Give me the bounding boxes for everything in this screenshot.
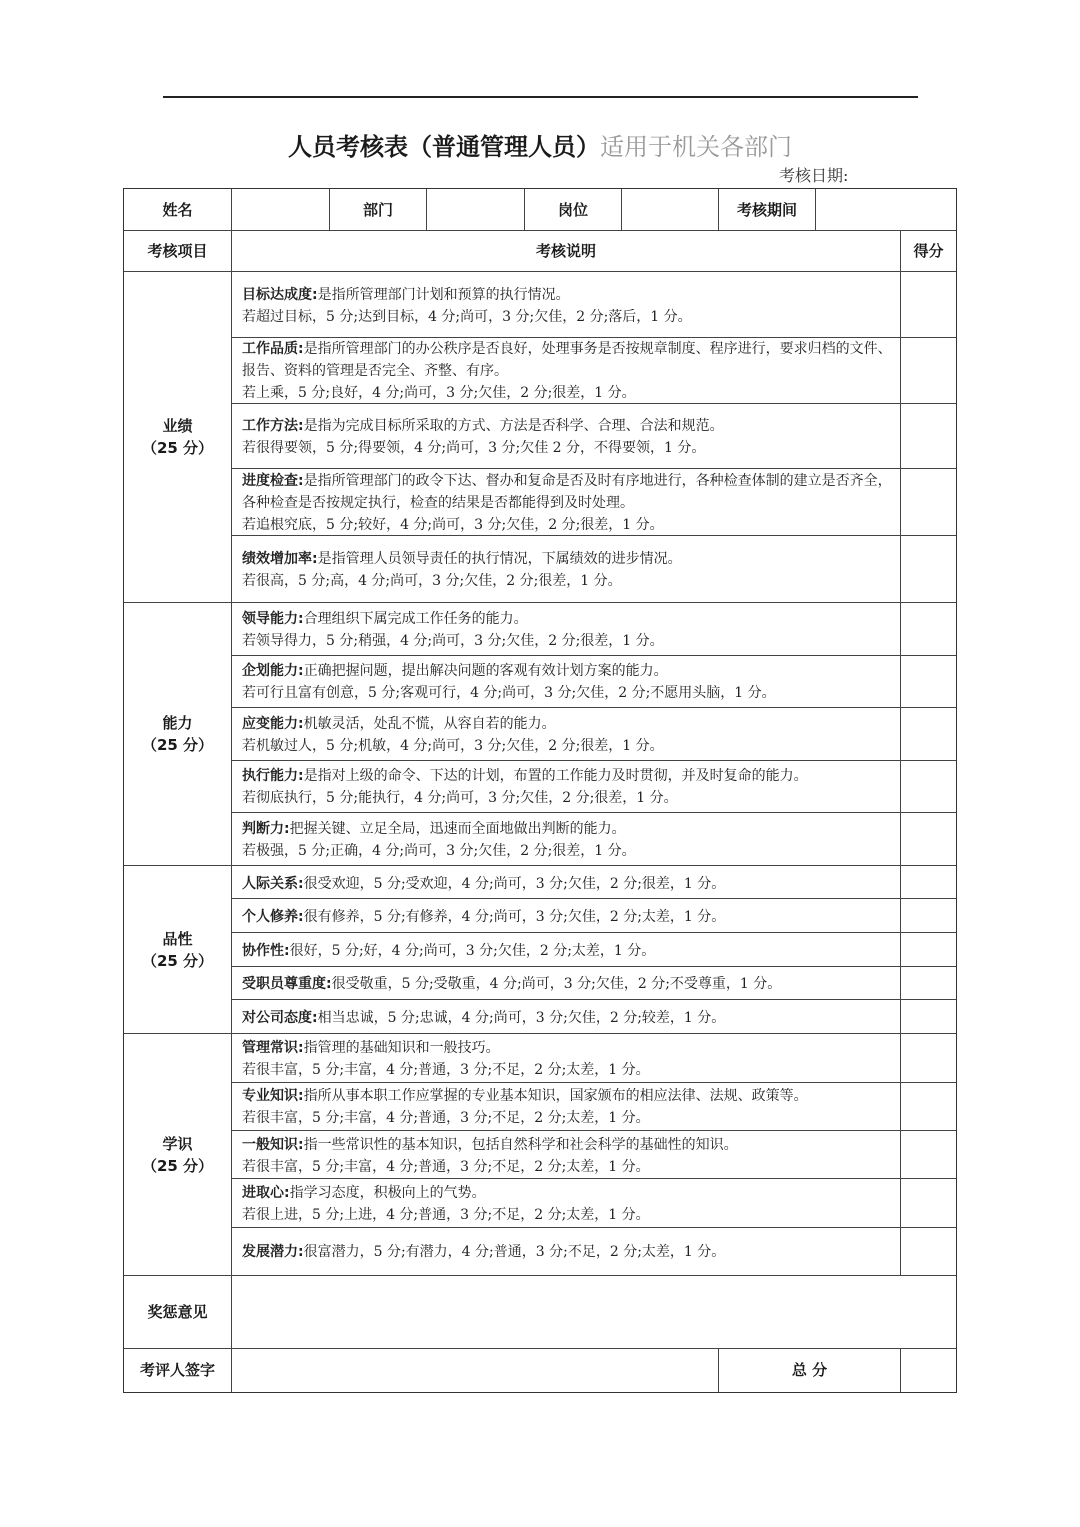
criterion-scale: 若很上进，5 分;上进，4 分;普通，3 分;不足，2 分;太差，1 分。 (242, 1207, 650, 1223)
criterion-item (242, 1182, 900, 1226)
criterion-desc: 是指管理人员领导责任的执行情况，下属绩效的进步情况。 (317, 551, 682, 567)
criterion-label: 发展潜力: (242, 1244, 304, 1260)
criterion-label: 一般知识: (242, 1137, 304, 1153)
total-score-field[interactable] (901, 1349, 956, 1391)
criterion-desc: 指学习态度，积极向上的气势。 (289, 1185, 486, 1201)
grid-line (231, 337, 956, 338)
criterion-item (242, 1134, 900, 1178)
criterion-label: 个人修养: (242, 909, 304, 925)
grid-line (718, 189, 719, 230)
grid-line (231, 1082, 956, 1083)
category-points: （25 分） (141, 736, 214, 754)
category-ability (124, 603, 231, 865)
criterion-item (242, 1085, 900, 1129)
criterion-label: 协作性: (242, 943, 290, 959)
criterion-label: 目标达成度: (242, 287, 318, 303)
criterion-desc: 指管理的基础知识和一般技巧。 (303, 1040, 500, 1056)
category-points: （25 分） (141, 439, 214, 457)
col-item-header: 考核项目 (147, 242, 208, 260)
grid-line (231, 932, 956, 933)
grid-line (231, 403, 956, 404)
grid-line (524, 189, 525, 230)
criterion-label: 进度检查: (242, 473, 304, 489)
grid-line (124, 602, 956, 603)
grid-line (426, 189, 427, 230)
grid-line (231, 1178, 956, 1179)
criterion-label: 领导能力: (242, 611, 304, 627)
signer-field[interactable] (232, 1349, 718, 1391)
grid-line (231, 535, 956, 536)
grid-line (231, 707, 956, 708)
criterion-desc: 正确把握问题，提出解决问题的客观有效计划方案的能力。 (303, 663, 668, 679)
criterion-item (242, 713, 900, 757)
criterion-label: 绩效增加率: (242, 551, 318, 567)
criterion-label: 对公司态度: (242, 1010, 318, 1026)
signer-label: 考评人签字 (139, 1361, 215, 1379)
category-name: 品性 (162, 929, 193, 948)
criterion-item (242, 548, 900, 592)
grid-line (815, 189, 816, 230)
period-label: 考核期间 (736, 200, 797, 219)
grid-line (231, 1130, 956, 1131)
criterion-scale: 若很高，5 分;高，4 分;尚可，3 分;欠佳，2 分;很差，1 分。 (242, 573, 622, 589)
grid-line (231, 468, 956, 469)
grid-line (124, 865, 956, 866)
name-label: 姓名 (162, 200, 193, 219)
criterion-desc: 把握关键、立足全局，迅速而全面地做出判断的能力。 (289, 821, 626, 837)
criterion-item (242, 470, 900, 536)
category-name: 能力 (162, 714, 193, 732)
criterion-scale: 若上乘，5 分;良好，4 分;尚可，3 分;欠佳，2 分;很差，1 分。 (242, 385, 636, 401)
criterion-desc: 是指所管理部门的办公秩序是否良好，处理事务是否按规章制度、程序进行，要求归档的文件、报告、资料的管理是否完全、齐整、有序。 (242, 341, 892, 379)
grid-line (231, 760, 956, 761)
criterion-item (242, 660, 900, 704)
opinion-field[interactable] (232, 1276, 900, 1348)
grid-line (231, 1227, 956, 1228)
criterion-item (242, 906, 900, 928)
criterion-desc: 是指对上级的命令、下达的计划，布置的工作能力及时贯彻，并及时复命的能力。 (303, 768, 808, 784)
criterion-scale: 若很丰富，5 分;丰富，4 分;普通，3 分;不足，2 分;太差，1 分。 (242, 1159, 650, 1175)
criterion-label: 工作方法: (242, 418, 304, 434)
criterion-desc: 合理组织下属完成工作任务的能力。 (303, 611, 528, 627)
criterion-scale: 若极强，5 分;正确，4 分;尚可，3 分;欠佳，2 分;很差，1 分。 (242, 843, 636, 859)
title-main: 人员考核表（普通管理人员） (288, 132, 600, 161)
criterion-desc: 指所从事本职工作应掌握的专业基本知识，国家颁布的相应法律、法规、政策等。 (303, 1088, 808, 1104)
grid-line (231, 966, 956, 967)
criterion-scale: 若超过目标，5 分;达到目标，4 分;尚可，3 分;欠佳，2 分;落后，1 分。 (242, 309, 692, 325)
grid-line (900, 1348, 901, 1392)
grid-line (900, 230, 901, 1276)
name-field[interactable] (232, 189, 329, 230)
col-desc-header: 考核说明 (535, 242, 596, 260)
page-title (0, 131, 1080, 163)
criterion-label: 应变能力: (242, 716, 304, 732)
criterion-desc: 是指所管理部门的政令下达、督办和复命是否及时有序地进行，各种检查体制的建立是否齐全，各种检查是否按规定执行，检查的结果是否都能得到及时处理。 (242, 473, 892, 511)
category-performance (124, 272, 231, 602)
criterion-desc: 相当忠诚，5 分;忠诚，4 分;尚可，3 分;欠佳，2 分;较差，1 分。 (317, 1010, 726, 1026)
score-column[interactable] (901, 272, 956, 1275)
grid-line (124, 1033, 956, 1034)
criterion-label: 人际关系: (242, 876, 304, 892)
criterion-item (242, 765, 900, 809)
criterion-scale: 若很得要领，5 分;得要领，4 分;尚可，3 分;欠佳 2 分，不得要领，1 分。 (242, 440, 706, 456)
criterion-label: 判断力: (242, 821, 290, 837)
grid-line (231, 999, 956, 1000)
post-label: 岗位 (557, 200, 588, 219)
criterion-scale: 若很丰富，5 分;丰富，4 分;普通，3 分;不足，2 分;太差，1 分。 (242, 1062, 650, 1078)
grid-line (231, 898, 956, 899)
criterion-item (242, 1241, 900, 1263)
category-points: （25 分） (141, 951, 214, 970)
criterion-item (242, 1037, 900, 1081)
criterion-scale: 若领导得力，5 分;稍强，4 分;尚可，3 分;欠佳，2 分;很差，1 分。 (242, 633, 664, 649)
grid-line (231, 655, 956, 656)
criterion-item (242, 608, 900, 652)
criterion-item (242, 818, 900, 862)
grid-line (329, 189, 330, 230)
criterion-label: 工作品质: (242, 341, 304, 357)
opinion-label: 奖惩意见 (147, 1303, 208, 1321)
criterion-desc: 很受敬重，5 分;受敬重，4 分;尚可，3 分;欠佳，2 分;不受尊重，1 分。 (331, 976, 782, 992)
criterion-desc: 很有修养，5 分;有修养，4 分;尚可，3 分;欠佳，2 分;太差，1 分。 (303, 909, 726, 925)
col-score-header: 得分 (913, 242, 944, 260)
criterion-label: 管理常识: (242, 1040, 304, 1056)
criterion-label: 执行能力: (242, 768, 304, 784)
title-sub: 适用于机关各部门 (600, 133, 792, 161)
category-points: （25 分） (141, 1156, 214, 1175)
grid-line (231, 812, 956, 813)
assessment-table (123, 188, 957, 1393)
grid-line (124, 230, 956, 231)
total-label: 总 分 (791, 1361, 828, 1379)
grid-line (718, 1348, 719, 1392)
criterion-scale: 若机敏过人，5 分;机敏，4 分;尚可，3 分;欠佳，2 分;很差，1 分。 (242, 738, 664, 754)
dept-field[interactable] (427, 189, 524, 230)
criterion-scale: 若可行且富有创意，5 分;客观可行，4 分;尚可，3 分;欠佳，2 分;不愿用头脑，1 分。 (242, 685, 776, 701)
criterion-desc: 很富潜力，5 分;有潜力，4 分;普通，3 分;不足，2 分;太差，1 分。 (303, 1244, 726, 1260)
criterion-item (242, 873, 900, 895)
criterion-desc: 是指为完成目标所采取的方式、方法是否科学、合理、合法和规范。 (303, 418, 724, 434)
criterion-item (242, 940, 900, 962)
category-character (124, 866, 231, 1033)
criterion-item (242, 338, 900, 404)
grid-line (124, 1348, 956, 1349)
grid-line (621, 189, 622, 230)
top-rule (163, 96, 918, 98)
category-name: 学识 (162, 1134, 193, 1153)
post-field[interactable] (622, 189, 718, 230)
criterion-item (242, 415, 900, 459)
criterion-item (242, 973, 900, 995)
period-field[interactable] (816, 189, 956, 230)
criterion-scale: 若彻底执行，5 分;能执行，4 分;尚可，3 分;欠佳，2 分;很差，1 分。 (242, 790, 678, 806)
criterion-item (242, 1007, 900, 1029)
criterion-label: 专业知识: (242, 1088, 304, 1104)
criterion-desc: 是指所管理部门计划和预算的执行情况。 (317, 287, 570, 303)
criterion-desc: 指一些常识性的基本知识，包括自然科学和社会科学的基础性的知识。 (303, 1137, 738, 1153)
criterion-label: 企划能力: (242, 663, 304, 679)
dept-label: 部门 (362, 200, 393, 219)
grid-line (124, 271, 956, 272)
criterion-scale: 若追根究底，5 分;较好，4 分;尚可，3 分;欠佳，2 分;很差，1 分。 (242, 517, 664, 533)
criterion-desc: 很好，5 分;好，4 分;尚可，3 分;欠佳，2 分;太差，1 分。 (289, 943, 656, 959)
criterion-desc: 很受欢迎，5 分;受欢迎，4 分;尚可，3 分;欠佳，2 分;很差，1 分。 (303, 876, 726, 892)
criterion-item (242, 284, 900, 328)
criterion-label: 进取心: (242, 1185, 290, 1201)
criterion-desc: 机敏灵活，处乱不慌，从容自若的能力。 (303, 716, 556, 732)
criterion-label: 受职员尊重度: (242, 976, 332, 992)
assessment-date-label: 考核日期: (779, 166, 849, 185)
category-name: 业绩 (162, 417, 193, 435)
criterion-scale: 若很丰富，5 分;丰富，4 分;普通，3 分;不足，2 分;太差，1 分。 (242, 1110, 650, 1126)
grid-line (124, 1275, 956, 1276)
category-knowledge (124, 1034, 231, 1275)
grid-line (231, 189, 232, 1392)
